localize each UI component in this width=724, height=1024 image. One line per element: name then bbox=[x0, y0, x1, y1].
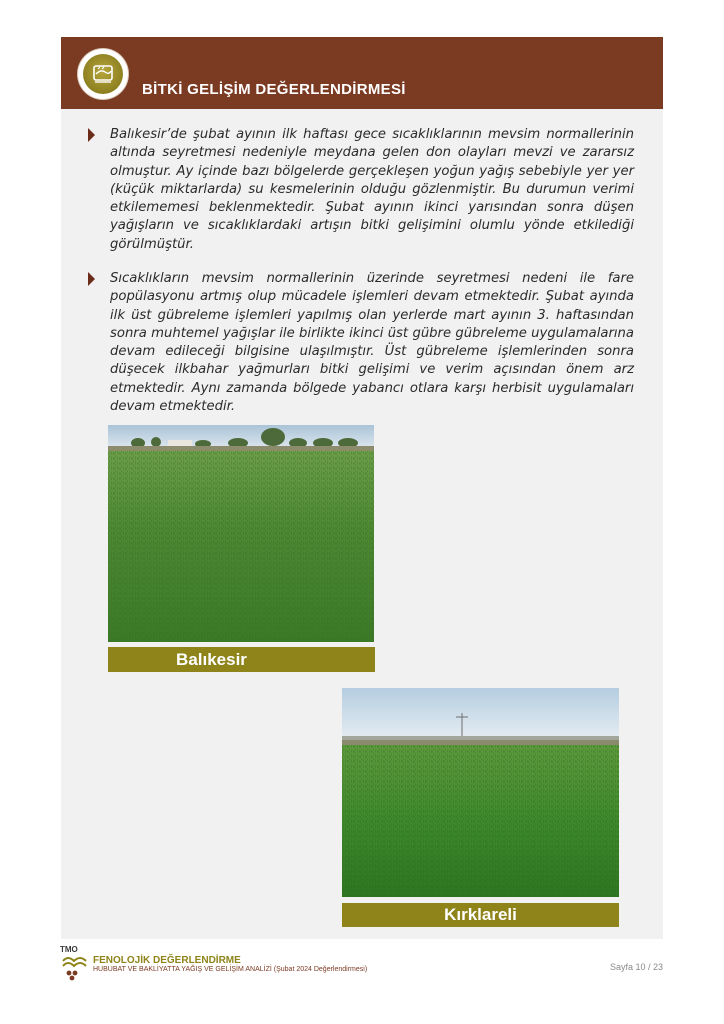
footer-title: FENOLOJİK DEĞERLENDİRME bbox=[93, 955, 241, 966]
section-header bbox=[61, 37, 663, 109]
wheat-hand-icon-graphic bbox=[83, 54, 123, 94]
bullet-arrow-icon bbox=[88, 272, 95, 286]
field-photo-balikesir bbox=[108, 425, 374, 642]
field-photo-balikesir-graphic bbox=[108, 425, 374, 642]
paragraph-1: Balıkesir’de şubat ayının ilk haftası gece sıcaklıklarının mevsim normallerinin altında seyretmesi nedeniyle meydana gelen don olayları mevzi ve zararsız olmuştur. Ay içinde bazı bölgelerde gerçekleşen yoğun yağış sebebiyle yer yer (küçük miktarlarda) su kesmelerinin olduğu gözlenmiştir. Bu durumun verimi etkilememesi beklenmektedir. Şubat ayının ikinci yarısından sonra düşen yağışların ve sıcaklıklardaki artışın bitki gelişimini olumlu yönde etkilediği görülmüştür. bbox=[110, 127, 634, 252]
caption-kirklareli: Kırklareli bbox=[342, 903, 619, 927]
section-logo bbox=[78, 49, 128, 99]
field-photo-kirklareli-graphic bbox=[342, 688, 619, 897]
page-number: Sayfa 10 / 23 bbox=[609, 962, 663, 972]
footer-brand: TMO bbox=[60, 945, 78, 954]
section-title: BİTKİ GELİŞİM DEĞERLENDİRMESİ bbox=[142, 81, 406, 98]
wheat-hand-icon bbox=[83, 54, 123, 94]
tmo-logo-icon bbox=[60, 947, 90, 987]
caption-balikesir: Balıkesir bbox=[108, 647, 375, 672]
footer-subtitle: HUBUBAT VE BAKLİYATTA YAĞIŞ VE GELİŞİM ANALİZİ (Şubat 2024 Değerlendirmesi) bbox=[93, 966, 368, 973]
bullet-arrow-icon bbox=[88, 128, 95, 142]
paragraph-2: Sıcaklıkların mevsim normallerinin üzerinde seyretmesi nedeni ile fare popülasyonu artmış olup mücadele işlemleri devam etmektedir. Şubat ayında ilk üst gübreleme işlemleri yapılmış olan yerlerde mart ayının 3. haftasından sonra muhtemel yağışlar ile birlikte ikinci üst gübre gübreleme uygulamalarına devam edileceği bilgisine ulaşılmıştır. Üst gübreleme işlemlerinden sonra düşecek ilkbahar yağmurları bitki gelişimi ve verim açısından önem arz etmektedir. Aynı zamanda bölgede yabancı otlara karşı herbisit uygulamaları devam etmektedir. bbox=[110, 271, 634, 415]
field-photo-kirklareli bbox=[342, 688, 619, 897]
